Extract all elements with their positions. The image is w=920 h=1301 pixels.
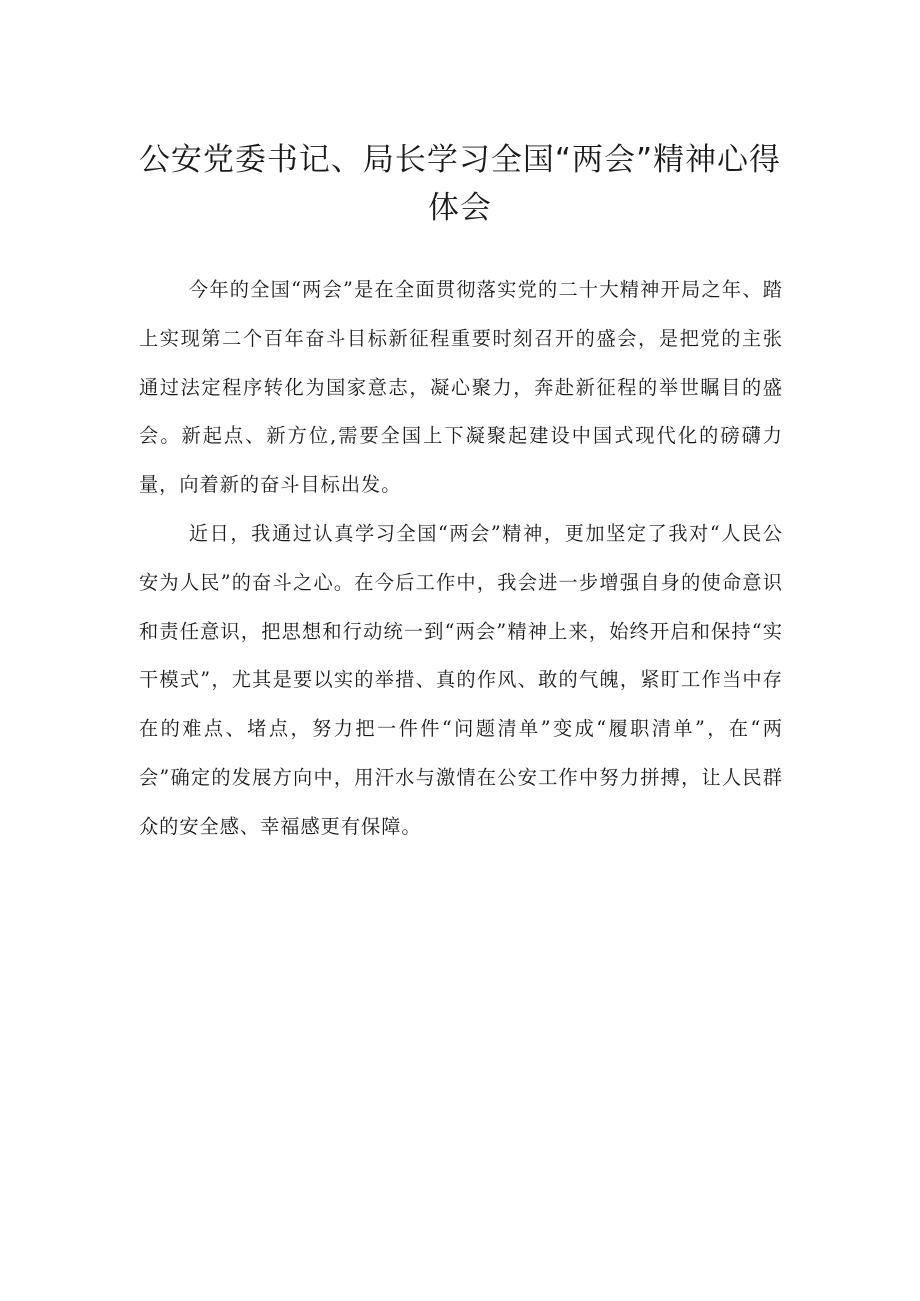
paragraph-1: 今年的全国“两会”是在全面贯彻落实党的二十大精神开局之年、踏上实现第二个百年奋斗目标新征程重要时刻召开的盛会，是把党的主张通过法定程序转化为国家意志，凝心聚力，奔赴新征程的举世瞩目的盛会。新起点、新方位,需要全国上下凝聚起建设中国式现代化的磅礴力量，向着新的奋斗目标出发。	[139, 278, 783, 497]
document-title: 公安党委书记、局长学习全国“两会”精神心得体会	[138, 142, 782, 226]
paragraph-2: 近日，我通过认真学习全国“两会”精神，更加坚定了我对“人民公安为人民”的奋斗之心。在今后工作中，我会进一步增强自身的使命意识和责任意识，把思想和行动统一到“两会”精神上来，始终开启和保持“实干模式”，尤其是要以实的举措、真的作风、敢的气魄，紧盯工作当中存在的难点、堵点，努力把一件件“问题清单”变成“履职清单”，在“两会”确定的发展方向中，用汗水与激情在公安工作中努力拼搏，让人民群众的安全感、幸福感更有保障。	[139, 521, 783, 838]
document-body	[139, 266, 783, 852]
